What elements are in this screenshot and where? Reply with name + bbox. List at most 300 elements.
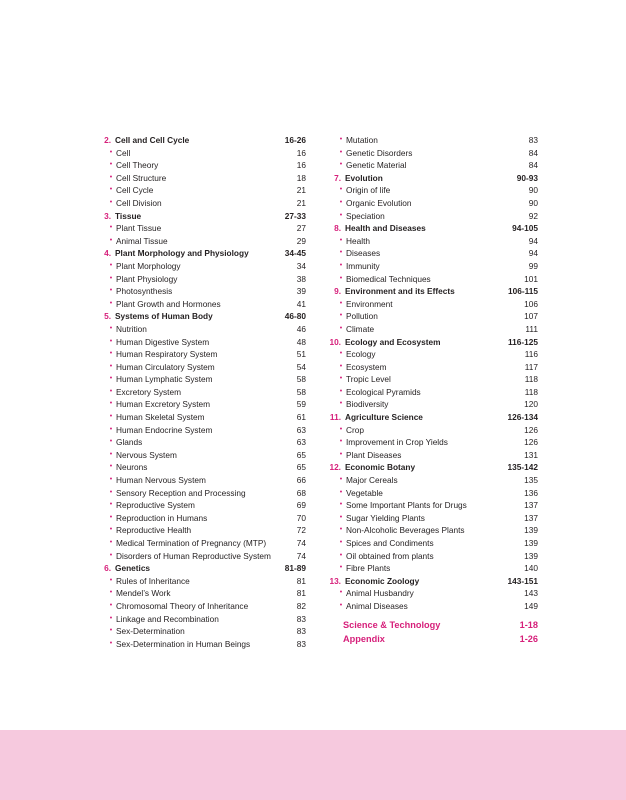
toc-subtopic-row — [326, 310, 538, 323]
toc-subtopic-row — [96, 260, 306, 273]
page-number: 83 — [296, 638, 306, 649]
bullet-icon: • — [339, 161, 343, 169]
page-number: 72 — [296, 525, 306, 536]
toc-entry-left — [326, 474, 398, 487]
toc-entry-left — [326, 348, 376, 361]
subtopic-title: Human Lymphatic System — [116, 374, 213, 385]
subtopic-title: Nutrition — [116, 323, 147, 334]
bullet-icon: • — [109, 576, 113, 584]
toc-subtopic-row — [96, 436, 306, 449]
toc-entry-left — [96, 411, 205, 424]
toc-subtopic-row — [326, 449, 538, 462]
page-number: 94-105 — [512, 223, 538, 234]
toc-entry-left — [326, 373, 391, 386]
bullet-icon: • — [109, 362, 113, 370]
toc-entry-left — [96, 323, 147, 336]
subtopic-title: Reproduction in Humans — [116, 512, 208, 523]
subtopic-title: Ecological Pyramids — [346, 386, 421, 397]
toc-entry-left — [326, 436, 448, 449]
subtopic-title: Plant Morphology — [116, 260, 181, 271]
toc-entry-left — [326, 222, 426, 235]
bullet-icon: • — [339, 148, 343, 156]
bullet-icon: • — [109, 198, 113, 206]
toc-subtopic-row — [326, 323, 538, 336]
page-number: 65 — [296, 449, 306, 460]
toc-chapter-row — [96, 134, 306, 147]
toc-subtopic-row — [326, 524, 538, 537]
section-title: Science & Technology — [343, 619, 441, 630]
toc-subtopic-row — [96, 461, 306, 474]
section-title: Appendix — [343, 634, 385, 645]
subtopic-title: Glands — [116, 437, 143, 448]
toc-entry-left — [326, 632, 385, 647]
page-number: 70 — [296, 512, 306, 523]
toc-entry-left — [326, 587, 414, 600]
page-number: 41 — [296, 298, 306, 309]
toc-subtopic-row — [326, 398, 538, 411]
toc-subtopic-row — [326, 562, 538, 575]
page-number: 65 — [296, 462, 306, 473]
subtopic-title: Cell Theory — [116, 160, 159, 171]
toc-entry-left — [96, 159, 158, 172]
subtopic-title: Human Respiratory System — [116, 349, 218, 360]
bullet-icon: • — [109, 614, 113, 622]
bullet-icon: • — [109, 627, 113, 635]
page-number: 83 — [296, 613, 306, 624]
toc-subtopic-row — [96, 524, 306, 537]
subtopic-title: Biomedical Techniques — [346, 273, 431, 284]
toc-subtopic-row — [326, 247, 538, 260]
bullet-icon: • — [339, 450, 343, 458]
page-number: 140 — [524, 563, 538, 574]
toc-subtopic-row — [96, 235, 306, 248]
page-number: 83 — [296, 626, 306, 637]
page-number: 29 — [296, 235, 306, 246]
page-number: 120 — [524, 399, 538, 410]
page-number: 117 — [524, 361, 538, 372]
subtopic-title: Human Nervous System — [116, 475, 206, 486]
chapter-number: 12. — [329, 462, 341, 473]
subtopic-title: Human Excretory System — [116, 399, 211, 410]
page-number: 135 — [524, 475, 538, 486]
toc-subtopic-row — [326, 487, 538, 500]
chapter-number: 4. — [104, 248, 111, 259]
bullet-icon: • — [339, 136, 343, 143]
bullet-icon: • — [109, 488, 113, 496]
subtopic-title: Diseases — [346, 248, 381, 259]
page-number: 54 — [296, 361, 306, 372]
page-number: 68 — [296, 487, 306, 498]
toc-chapter-row — [96, 210, 306, 223]
toc-entry-left — [96, 638, 250, 651]
toc-entry-left — [326, 197, 412, 210]
toc-entry-left — [326, 159, 406, 172]
toc-entry-left — [326, 562, 390, 575]
toc-subtopic-row — [326, 184, 538, 197]
toc-subtopic-row — [326, 386, 538, 399]
toc-entry-left — [96, 197, 162, 210]
chapter-number: 5. — [104, 311, 111, 322]
subtopic-title: Plant Growth and Hormones — [116, 298, 221, 309]
subtopic-title: Nervous System — [116, 449, 177, 460]
bullet-icon: • — [109, 438, 113, 446]
toc-subtopic-row — [96, 487, 306, 500]
bullet-icon: • — [339, 551, 343, 559]
subtopic-title: Rules of Inheritance — [116, 575, 190, 586]
subtopic-title: Biodiversity — [346, 399, 389, 410]
subtopic-title: Climate — [346, 323, 375, 334]
page-number: 139 — [524, 550, 538, 561]
toc-entry-left — [96, 562, 150, 575]
toc-entry-left — [96, 550, 271, 563]
subtopic-title: Mendel’s Work — [116, 588, 171, 599]
bullet-icon: • — [339, 513, 343, 521]
page-number: 139 — [524, 525, 538, 536]
toc-entry-left — [96, 336, 209, 349]
toc-subtopic-row — [326, 537, 538, 550]
page-number: 94 — [528, 235, 538, 246]
page-number: 99 — [528, 260, 538, 271]
toc-entry-left — [326, 147, 412, 160]
toc-column-left — [96, 134, 306, 650]
chapter-number: 2. — [104, 135, 111, 145]
page-number: 21 — [296, 185, 306, 196]
subtopic-title: Crop — [346, 424, 364, 435]
toc-subtopic-row — [96, 424, 306, 437]
bullet-icon: • — [339, 236, 343, 244]
toc-subtopic-row — [326, 298, 538, 311]
toc-subtopic-row — [96, 285, 306, 298]
bullet-icon: • — [339, 425, 343, 433]
page-number: 81-89 — [284, 563, 306, 574]
subtopic-title: Organic Evolution — [346, 197, 412, 208]
toc-entry-left — [96, 273, 177, 286]
page-number: 106-115 — [508, 286, 538, 297]
toc-chapter-row — [326, 461, 538, 474]
toc-entry-left — [326, 260, 380, 273]
chapter-title: Agriculture Science — [345, 412, 423, 423]
toc-entry-left — [326, 487, 383, 500]
toc-entry-left — [96, 461, 147, 474]
subtopic-title: Sex-Determination in Human Beings — [116, 638, 251, 649]
toc-entry-left — [326, 600, 408, 613]
toc-subtopic-row — [96, 449, 306, 462]
page-number: 92 — [528, 210, 538, 221]
page-number: 46-80 — [284, 311, 306, 322]
toc-subtopic-row — [96, 336, 306, 349]
toc-subtopic-row — [96, 625, 306, 638]
page-number: 126-134 — [507, 412, 538, 423]
toc-entry-left — [326, 298, 393, 311]
page-number: 66 — [296, 475, 306, 486]
toc-chapter-row — [326, 336, 538, 349]
toc-subtopic-row — [96, 197, 306, 210]
subtopic-title: Tropic Level — [346, 374, 391, 385]
subtopic-title: Neurons — [116, 462, 148, 473]
bullet-icon: • — [339, 589, 343, 597]
toc-entry-left — [96, 600, 248, 613]
chapter-number: 6. — [104, 563, 111, 574]
toc-entry-left — [96, 285, 172, 298]
bullet-icon: • — [339, 601, 343, 609]
subtopic-title: Non-Alcoholic Beverages Plants — [346, 525, 465, 536]
subtopic-title: Medical Termination of Pregnancy (MTP) — [116, 538, 267, 548]
subtopic-title: Sugar Yielding Plants — [346, 512, 425, 523]
toc-subtopic-row — [96, 298, 306, 311]
footer-band — [0, 730, 626, 800]
toc-subtopic-row — [96, 348, 306, 361]
toc-chapter-row — [326, 411, 538, 424]
bullet-icon: • — [339, 312, 343, 320]
bullet-icon: • — [109, 261, 113, 269]
toc-subtopic-row — [326, 600, 538, 613]
page-number: 27 — [296, 223, 306, 234]
subtopic-title: Environment — [346, 298, 393, 309]
toc-subtopic-row — [326, 361, 538, 374]
toc-entry-left — [96, 512, 207, 525]
toc-subtopic-row — [96, 323, 306, 336]
toc-entry-left — [96, 247, 249, 260]
page-number: 48 — [296, 336, 306, 347]
toc-subtopic-row — [96, 613, 306, 626]
toc-subtopic-row — [326, 235, 538, 248]
subtopic-title: Ecology — [346, 349, 376, 360]
toc-entry-left — [326, 184, 390, 197]
page-number: 118 — [524, 386, 538, 397]
toc-subtopic-row — [96, 361, 306, 374]
toc-entry-left — [326, 524, 465, 537]
bullet-icon: • — [109, 299, 113, 307]
bullet-icon: • — [109, 450, 113, 458]
page-number: 61 — [296, 412, 306, 423]
page-number: 16-26 — [284, 135, 306, 145]
toc-entry-left — [96, 449, 177, 462]
page-number: 82 — [296, 600, 306, 611]
toc-chapter-row — [326, 222, 538, 235]
chapter-title: Cell and Cell Cycle — [115, 135, 190, 145]
page-number: 135-142 — [507, 462, 538, 473]
bullet-icon: • — [339, 564, 343, 572]
page-number: 101 — [524, 273, 538, 284]
toc-subtopic-row — [96, 184, 306, 197]
bullet-icon: • — [109, 148, 113, 156]
toc-entry-left — [326, 134, 378, 147]
bullet-icon: • — [109, 274, 113, 282]
toc-subtopic-row — [96, 159, 306, 172]
toc-subtopic-row — [96, 373, 306, 386]
toc-subtopic-row — [326, 260, 538, 273]
subtopic-title: Ecosystem — [346, 361, 387, 372]
chapter-title: Health and Diseases — [345, 223, 426, 234]
chapter-number: 8. — [334, 223, 341, 234]
page-number: 58 — [296, 374, 306, 385]
bullet-icon: • — [339, 211, 343, 219]
subtopic-title: Spices and Condiments — [346, 538, 434, 548]
bullet-icon: • — [339, 198, 343, 206]
chapter-number: 11. — [329, 412, 341, 423]
toc-subtopic-row — [96, 512, 306, 525]
toc-subtopic-row — [326, 373, 538, 386]
toc-entry-left — [326, 461, 415, 474]
page-number: 46 — [296, 323, 306, 334]
toc-subtopic-row — [96, 273, 306, 286]
toc-entry-left — [96, 386, 181, 399]
bullet-icon: • — [109, 476, 113, 484]
toc-entry-left — [326, 537, 434, 550]
toc-entry-left — [326, 550, 434, 563]
bullet-icon: • — [339, 261, 343, 269]
page-number: 137 — [524, 500, 538, 511]
bullet-icon: • — [109, 224, 113, 232]
page-number: 90 — [528, 185, 538, 196]
toc-subtopic-row — [326, 159, 538, 172]
toc-subtopic-row — [96, 474, 306, 487]
chapter-number: 10. — [329, 336, 341, 347]
toc-entry-left — [96, 235, 168, 248]
page-number: 126 — [524, 424, 538, 435]
page-number: 107 — [524, 311, 538, 322]
toc-subtopic-row — [326, 474, 538, 487]
toc-subtopic-row — [326, 436, 538, 449]
toc-entry-left — [96, 222, 161, 235]
page-number: 136 — [524, 487, 538, 498]
toc-entry-left — [96, 260, 181, 273]
page-number: 131 — [524, 449, 538, 460]
toc-subtopic-row — [326, 197, 538, 210]
subtopic-title: Animal Husbandry — [346, 588, 414, 599]
toc-entry-left — [96, 310, 213, 323]
toc-subtopic-row — [326, 134, 538, 147]
bullet-icon: • — [109, 639, 113, 647]
toc-entry-left — [96, 436, 142, 449]
bullet-icon: • — [109, 539, 113, 546]
toc-subtopic-row — [96, 172, 306, 185]
toc-entry-left — [96, 424, 212, 437]
bullet-icon: • — [109, 337, 113, 345]
page-number: 84 — [528, 147, 538, 158]
page-number: 16 — [296, 147, 306, 158]
toc-entry-left — [326, 323, 374, 336]
page-number: 137 — [524, 512, 538, 523]
subtopic-title: Excretory System — [116, 386, 182, 397]
page-number: 90-93 — [516, 172, 538, 183]
bullet-icon: • — [109, 551, 113, 559]
page-number: 74 — [296, 538, 306, 548]
page-number: 59 — [296, 399, 306, 410]
toc-entry-left — [96, 348, 217, 361]
bullet-icon: • — [109, 425, 113, 433]
chapter-number: 13. — [329, 575, 341, 586]
bullet-icon: • — [339, 324, 343, 332]
toc-subtopic-row — [96, 147, 306, 160]
subtopic-title: Mutation — [346, 135, 378, 145]
chapter-title: Ecology and Ecosystem — [345, 336, 441, 347]
toc-subtopic-row — [326, 210, 538, 223]
chapter-title: Tissue — [115, 210, 142, 221]
bullet-icon: • — [339, 539, 343, 546]
subtopic-title: Genetic Disorders — [346, 147, 413, 158]
page-number: 84 — [528, 160, 538, 171]
bullet-icon: • — [109, 375, 113, 383]
bullet-icon: • — [339, 476, 343, 484]
subtopic-title: Sensory Reception and Processing — [116, 487, 246, 498]
page-number: 63 — [296, 424, 306, 435]
bullet-icon: • — [109, 601, 113, 609]
toc-subtopic-row — [96, 550, 306, 563]
chapter-title: Genetics — [115, 563, 151, 574]
toc-subtopic-row — [326, 147, 538, 160]
toc-chapter-row — [326, 285, 538, 298]
bullet-icon: • — [109, 413, 113, 421]
toc-entry-left — [326, 512, 425, 525]
toc-subtopic-row — [326, 499, 538, 512]
page-number: 34 — [296, 260, 306, 271]
bullet-icon: • — [339, 438, 343, 446]
subtopic-title: Pollution — [346, 311, 378, 322]
page-number: 116-125 — [508, 336, 538, 347]
toc-chapter-row — [326, 575, 538, 588]
toc-entry-left — [96, 625, 185, 638]
toc-entry-left — [326, 210, 385, 223]
page-number: 18 — [296, 172, 306, 183]
subtopic-title: Plant Diseases — [346, 449, 402, 460]
page-number: 74 — [296, 550, 306, 561]
toc-subtopic-row — [326, 512, 538, 525]
bullet-icon: • — [339, 488, 343, 496]
toc-entry-left — [96, 587, 171, 600]
subtopic-title: Animal Diseases — [346, 600, 408, 611]
subtopic-title: Cell Structure — [116, 172, 167, 183]
subtopic-title: Speciation — [346, 210, 385, 221]
toc-entry-left — [96, 499, 195, 512]
bullet-icon: • — [109, 513, 113, 521]
chapter-title: Economic Zoology — [345, 575, 420, 586]
toc-subtopic-row — [96, 600, 306, 613]
page-number: 1-26 — [519, 634, 538, 645]
chapter-number: 9. — [334, 286, 341, 297]
toc-entry-left — [326, 235, 370, 248]
subtopic-title: Chromosomal Theory of Inheritance — [116, 600, 249, 611]
toc-chapter-row — [96, 562, 306, 575]
toc-entry-left — [326, 361, 387, 374]
bullet-icon: • — [339, 274, 343, 282]
page-number: 63 — [296, 437, 306, 448]
toc-entry-left — [326, 172, 383, 185]
bullet-icon: • — [339, 362, 343, 370]
toc-subtopic-row — [96, 537, 306, 550]
subtopic-title: Photosynthesis — [116, 286, 173, 297]
page-number: 149 — [524, 600, 538, 611]
page-number: 118 — [524, 374, 538, 385]
bullet-icon: • — [339, 501, 343, 509]
toc-entry-left — [326, 336, 440, 349]
bullet-icon: • — [109, 463, 113, 471]
toc-subtopic-row — [96, 575, 306, 588]
bullet-icon: • — [339, 249, 343, 257]
bullet-icon: • — [109, 526, 113, 534]
subtopic-title: Sex-Determination — [116, 626, 185, 637]
chapter-title: Plant Morphology and Physiology — [115, 248, 249, 259]
chapter-title: Economic Botany — [345, 462, 416, 473]
toc-subtopic-row — [326, 550, 538, 563]
toc-entry-left — [96, 172, 166, 185]
subtopic-title: Plant Physiology — [116, 273, 178, 284]
subtopic-title: Reproductive System — [116, 500, 195, 511]
subtopic-title: Reproductive Health — [116, 525, 192, 536]
chapter-number: 7. — [334, 172, 341, 183]
toc-subtopic-row — [96, 398, 306, 411]
toc-extra-row — [326, 632, 538, 647]
